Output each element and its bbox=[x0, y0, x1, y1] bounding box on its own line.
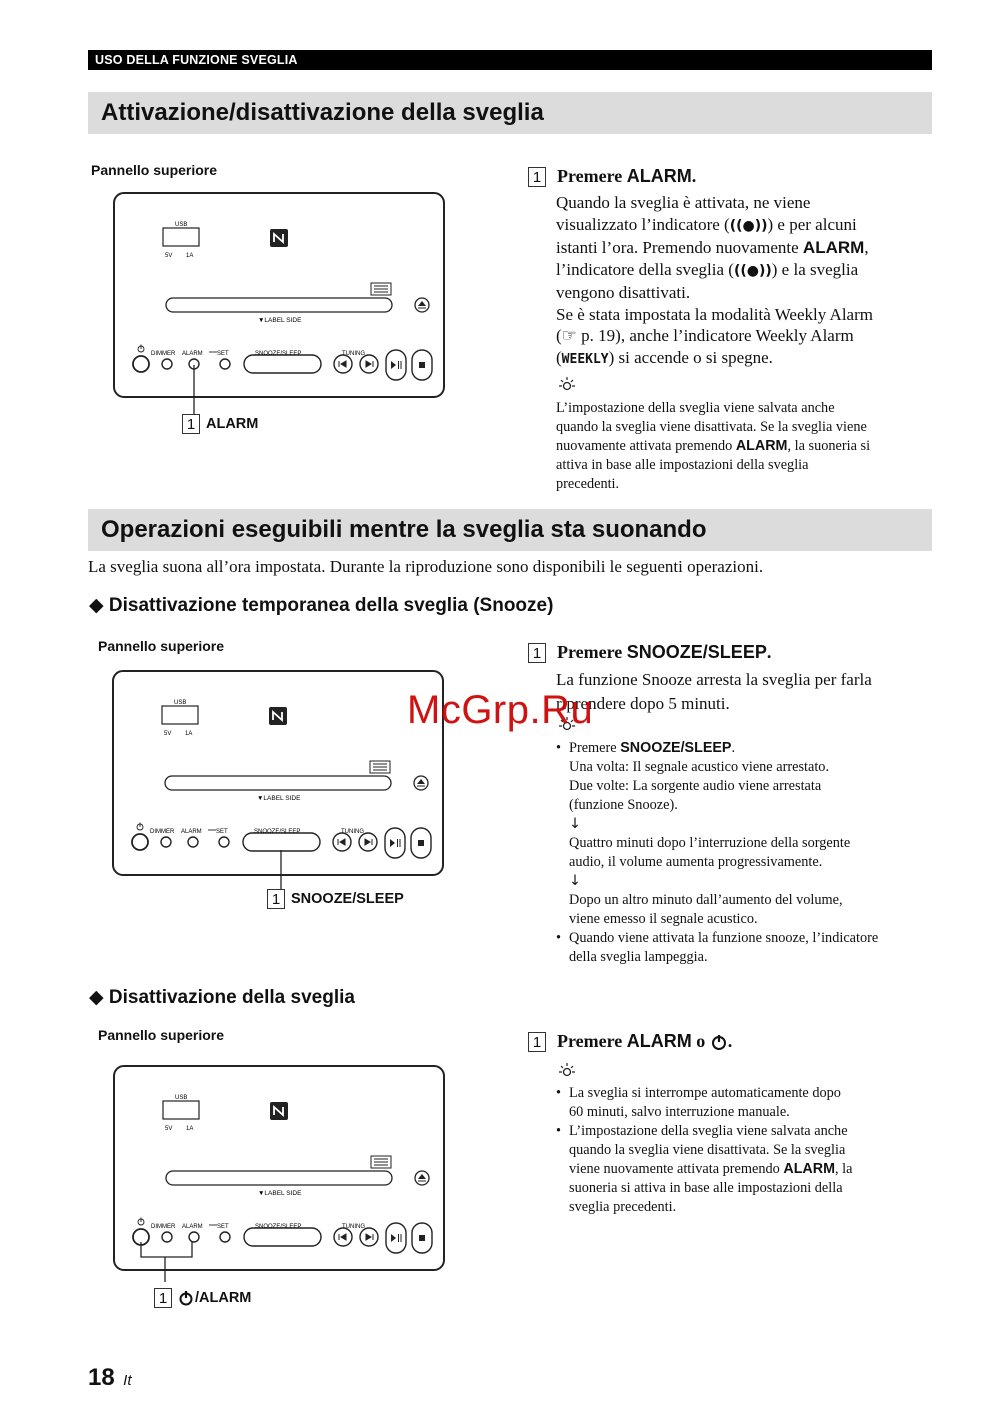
down-arrow-icon: ↓ bbox=[569, 816, 581, 832]
usb-rating: 5V bbox=[165, 253, 173, 259]
usb-rating: 5V bbox=[164, 731, 172, 737]
snooze-label: SNOOZE/SLEEP bbox=[255, 1224, 302, 1230]
tuning-label: TUNING bbox=[342, 351, 365, 357]
set-label: SET bbox=[217, 1224, 229, 1230]
down-arrow-icon: ↓ bbox=[569, 873, 581, 889]
step-1-snooze: 1 Premere SNOOZE/SLEEP . bbox=[528, 642, 928, 663]
page-footer bbox=[88, 1364, 132, 1392]
watermark: McGrp.Ru bbox=[407, 688, 594, 732]
language-code: It bbox=[123, 1372, 132, 1389]
snooze-label: SNOOZE/SLEEP bbox=[254, 829, 301, 835]
label-side: ▼LABEL SIDE bbox=[257, 795, 301, 802]
tip-text-disable: • La sveglia si interrompe automaticamente dopo 60 minuti, salvo interruzione manuale. • L’impostazione della sveglia viene salvata anche quando la sveglia viene disattivata. Se la sveglia viene nuovamente attivata premendo ALARM, la suoneria si attiva in base alle impostazioni della sveglia precedenti. bbox=[528, 1084, 928, 1217]
tip-text-snooze: • Premere SNOOZE/SLEEP. Una volta: Il segnale acustico viene arrestato. Due volte: La sorgente audio viene arrestata (funzione Snooze). ↓ Quattro minuti dopo l’interruzione della sorgente audio, il volume aumenta progressivamente. ↓ Dopo un altro minuto dall’aumento del volume, viene emesso il segnale acustico. • Quando viene attivata la funzione snooze, l’indicatore della sveglia lampeggia. bbox=[528, 739, 928, 967]
step-1-disable: 1 Premere ALARM o . bbox=[528, 1031, 928, 1052]
tuning-label: TUNING bbox=[342, 1224, 365, 1230]
weekly-indicator: WEEKLY bbox=[561, 351, 609, 367]
dimmer-label: DIMMER bbox=[151, 351, 176, 357]
panel-label: Pannello superiore bbox=[91, 162, 218, 178]
section-bar: USO DELLA FUNZIONE SVEGLIA bbox=[88, 50, 932, 70]
alarm-label: ALARM bbox=[182, 1224, 203, 1230]
step-1-alarm: 1 Premere ALARM . bbox=[528, 166, 928, 187]
set-label: SET bbox=[217, 351, 229, 357]
set-label: SET bbox=[216, 829, 228, 835]
usb-rating-2: 1A bbox=[186, 253, 194, 259]
usb-label: USB bbox=[175, 1095, 188, 1101]
snooze-label: SNOOZE/SLEEP bbox=[255, 351, 302, 357]
section-title-activation: Attivazione/disattivazione della sveglia bbox=[88, 92, 932, 134]
power-icon bbox=[178, 1290, 194, 1306]
alarm-label: ALARM bbox=[182, 351, 203, 357]
alarm-indicator-icon: ((●)) bbox=[733, 262, 772, 279]
power-icon bbox=[710, 1033, 728, 1051]
usb-label: USB bbox=[175, 222, 188, 228]
step-snooze-body: La funzione Snooze arresta la sveglia per farla riprendere dopo 5 minuti. bbox=[556, 670, 872, 713]
tip-text-1: L’impostazione della sveglia viene salvata anche quando la sveglia viene disattivata. Se la sveglia viene nuovamente attivata premendo ALARM, la suoneria si attiva in base alle impostazioni della sveglia precedenti. bbox=[556, 400, 871, 492]
page-number: 18 bbox=[88, 1364, 115, 1391]
tuning-label: TUNING bbox=[341, 829, 364, 835]
tip-icon bbox=[528, 376, 928, 397]
usb-rating: 5V bbox=[165, 1126, 173, 1132]
callout-snooze: 1 SNOOZE/SLEEP bbox=[267, 889, 404, 909]
subsection-disable: ◆ Disattivazione della sveglia bbox=[89, 986, 355, 1008]
alarm-indicator-icon: ((●)) bbox=[729, 217, 768, 234]
usb-rating-2: 1A bbox=[186, 1126, 194, 1132]
callout-alarm: 1 ALARM bbox=[182, 414, 258, 434]
panel-label: Pannello superiore bbox=[98, 1027, 225, 1043]
panel-label: Pannello superiore bbox=[98, 638, 225, 654]
section-title-operations: Operazioni eseguibili mentre la sveglia sta suonando bbox=[88, 509, 932, 551]
alarm-label: ALARM bbox=[181, 829, 202, 835]
top-panel-illustration bbox=[113, 192, 447, 400]
usb-rating-2: 1A bbox=[185, 731, 193, 737]
step-1-body: Quando la sveglia è attivata, ne viene visualizzato l’indicatore (((●))) e per alcuni istanti l’ora. Premendo nuovamente ALARM, l’indicatore della sveglia (((●))) e la sveglia vengono disattivati. Se è stata impostata la modalità Weekly Alarm (☞ p. 19), anche l’indicatore Weekly Alarm (WEEKLY) si accende o si spegne. bbox=[556, 193, 873, 367]
diamond-icon: ◆ bbox=[89, 986, 104, 1008]
dimmer-label: DIMMER bbox=[151, 1224, 176, 1230]
callout-power-alarm: 1 /ALARM bbox=[154, 1288, 251, 1308]
label-side: ▼LABEL SIDE bbox=[258, 317, 302, 324]
subsection-snooze: ◆ Disattivazione temporanea della sveglia (Snooze) bbox=[89, 594, 554, 616]
diamond-icon: ◆ bbox=[89, 594, 104, 616]
usb-label: USB bbox=[174, 700, 187, 706]
label-side: ▼LABEL SIDE bbox=[258, 1190, 302, 1197]
dimmer-label: DIMMER bbox=[150, 829, 175, 835]
tip-icon bbox=[528, 1062, 928, 1083]
intro-text: La sveglia suona all’ora impostata. Durante la riproduzione sono disponibili le seguenti operazioni. bbox=[88, 557, 764, 576]
